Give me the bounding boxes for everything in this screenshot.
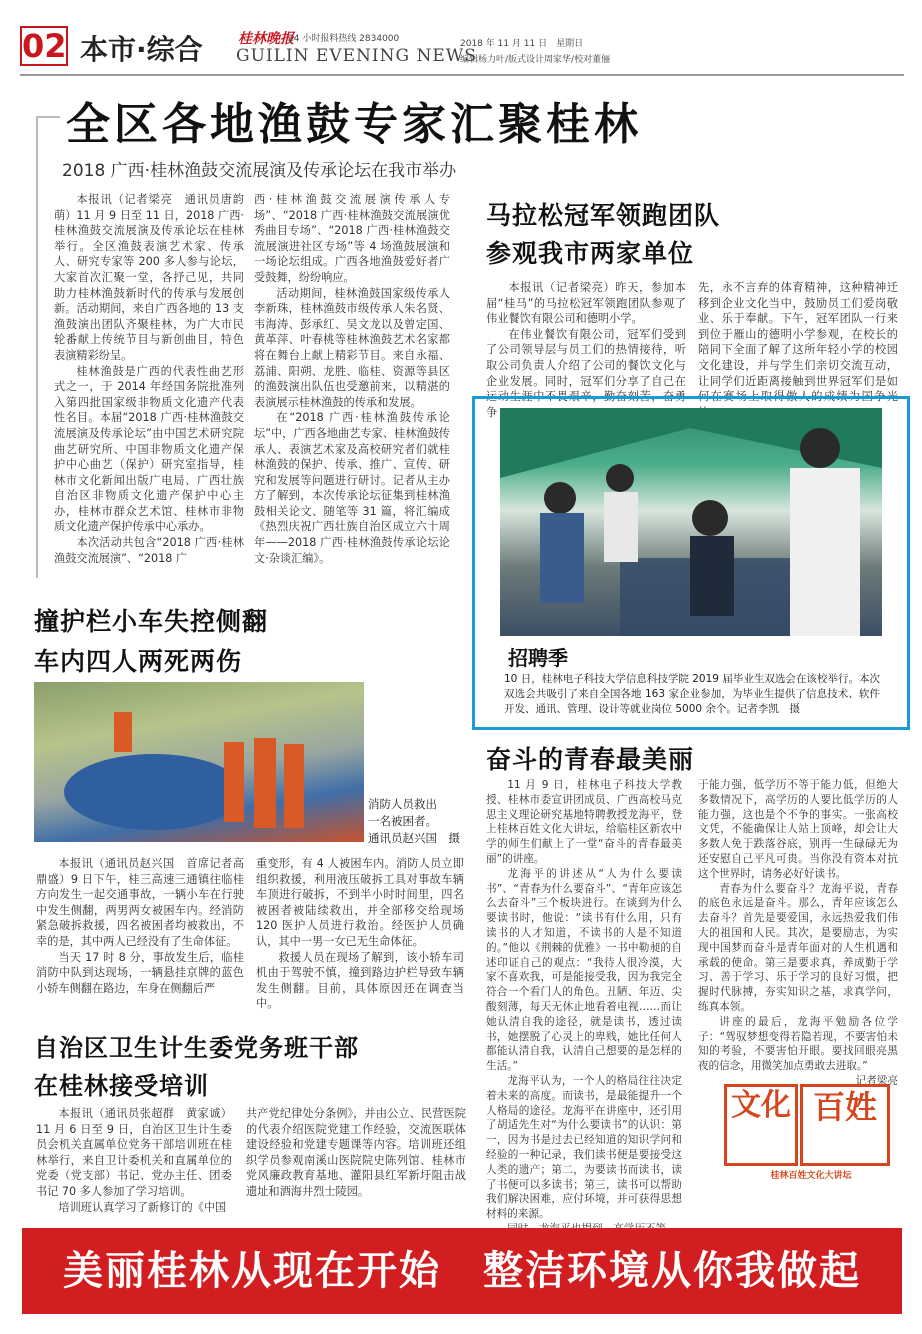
logo-character-block: 百姓: [800, 1084, 890, 1166]
article-headline: 自治区卫生计生委党务班干部: [34, 1034, 359, 1062]
photo-scene: [34, 682, 364, 842]
photo-caption: 10 日，桂林电子科技大学信息科技学院 2019 届毕业生双选会在该校举行。本次双选会共吸引了来自全国各地 163 家企业参加，为毕业生提供了信息技术、软件开发、通讯、管理、设计等就业岗位 5000 余个。记者李凯 摄: [504, 673, 880, 715]
person: [540, 513, 584, 603]
paragraph: 龙海平的讲述从“人为什么要读书”、“青春为什么要奋斗”、“青年应该怎么去奋斗”三个板块进行。在谈到为什么要读书时，他说：“读书有什么用，只有读书的人才知道，不读书的人是不知道的。”他以《荆棘的优雅》一书中勒昶的自述印证自己的观点：“我待人很冷漠，大家不喜欢我，可是能接受我，因为我完全符合一个看门人的角色。丑陋、年迈、尖酸刻薄，每天无休止地看着电视……而让她认清自我的途径，就是读书，透过读书，她摆脱了心灵上的卑贱，她比任何人都能认清自我，认清自己想要的是怎样的生活。”: [486, 867, 682, 1073]
paragraph: 讲座的最后，龙海平勉励各位学子：“驾驭梦想变得若隐若现，不要害怕未知的考验，不要害怕开眼。要找回眼亮黑夜的信念，用微笑加点勇敢去进取。”: [698, 1015, 898, 1073]
paragraph: 于能力强，低学历不等于能力低，但绝大多数情况下，高学历的人要比低学历的人能力强，这也是个不争的事实。一张高校文凭，不能确保让人站上顶峰，却会让大多数人免于跌落谷底，别再一生碌碌无为还安慰自己平凡可贵。当你没有资本对抗这个世界时，请务必好好读书。: [698, 779, 898, 880]
newspaper-english-name: GUILIN EVENING NEWS: [236, 46, 477, 66]
firefighter: [114, 712, 132, 752]
photo-title: 招聘季: [508, 646, 568, 670]
paragraph: 桂林渔鼓是广西的代表性曲艺形式之一，于 2014 年经国务院批准列入第四批国家级非物质文化遗产代表性名目。本届“2018 广西·桂林渔鼓交流展演及传承论坛”由中国艺术研究院曲艺研究所、中国非物质文化遗产保护中心曲艺（保护）研究室指导，桂林市文化新闻出版广电局、广西壮族自治区非物质文化遗产保护中心主办，桂林市群众艺术馆、桂林市非物质文化遗产保护传承中心承办。: [54, 364, 244, 534]
main-headline: 全区各地渔鼓专家汇聚桂林: [60, 88, 648, 152]
job-fair-photo: [500, 408, 882, 636]
person: [604, 492, 638, 562]
article-headline: 奋斗的青春最美丽: [486, 745, 695, 774]
paragraph: 先，永不言弃的体育精神，这种精神迁移到企业文化当中，鼓励员工们爱岗敬业、乐于奉献。下午，冠军团队一行来到位于雁山的德明小学参观，在校长的陪同下全面了解了这所年轻小学的校园文化建设，并与学生们亲切交流互动，让同学们近距离接触到世界冠军们是如何在赛场上取得傲人的成绩为国争光: [698, 281, 898, 404]
paragraph: 救援人员在现场了解到，该小轿车司机由于驾驶不慎，撞到路边护栏导致车辆发生侧翻。目前，具体原因还在调查当中。: [256, 950, 464, 1011]
editors: 编辑杨力叶/版式设计周家华/校对董俪: [460, 55, 611, 65]
article-headline: 撞护栏小车失控侧翻: [34, 607, 269, 636]
overturned-car: [64, 754, 244, 830]
caption-line: 通讯员赵兴国 摄: [368, 831, 460, 845]
article-column: [486, 778, 682, 1237]
firefighter: [224, 742, 244, 822]
article-column: [254, 192, 450, 566]
person: [692, 500, 728, 536]
paragraph: 本报讯（记者梁亮 通讯员唐韵萌）11 月 9 日至 11 日，2018 广西·桂林渔鼓交流展演及传承论坛在桂林举行。全区渔鼓表演艺术家、传承人、研究专家等 200 多人参与论坛，大家首次汇聚一堂，各抒己见，共同助力桂林渔鼓新时代的传承与发展创新。活动期间，来自广西各地的 13 支渔鼓演出团队齐聚桂林，为广大市民轮番献上传统节目与新创曲目，特色表演精彩纷呈。: [54, 193, 244, 362]
paragraph: 重变形，有 4 人被困车内。消防人员立即组织救援，利用液压破拆工具对事故车辆车顶进行破拆，不到半小时时间里，四名被困者被陆续救出，并全部移交给现场 120 医护人员进行救治。经医护人员确认，其中一男一女已无生命体征。: [256, 857, 464, 948]
hotline: 24 小时报料热线 2834000: [288, 34, 400, 44]
paragraph: 本报讯（通讯员张超群 黄家诚）11 月 6 日至 9 日，自治区卫生计生委员会机关直属单位党务干部培训班在桂林举行，来自卫计委机关和直属单位的党委（党支部）书记、党办主任、团委书记 70 多人参加了学习培训。: [36, 1107, 232, 1198]
paragraph: 本报讯（记者梁亮）昨天，参加本届“桂马”的马拉松冠军领跑团队参观了伟业餐饮有限公司和德明小学。: [486, 281, 686, 326]
person: [606, 464, 634, 492]
article-headline: 在桂林接受培训: [34, 1072, 209, 1100]
logo-character-block: 文化: [724, 1084, 798, 1166]
firefighter: [254, 738, 276, 828]
caption-line: 一名被困者。: [368, 814, 437, 828]
paragraph: 西·桂林渔鼓交流展演传承人专场”、“2018 广西·桂林渔鼓交流展演优秀曲目专场”、“2018 广西·桂林渔鼓交流展演进社区专场”等 4 场渔鼓展演和一场论坛组成。广西各地渔鼓爱好者广受鼓舞，纷纷响应。: [254, 193, 450, 284]
person: [790, 468, 860, 636]
paragraph: 11 月 9 日，桂林电子科技大学教授、桂林市委宣讲团成员、广西高校马克思主义理论研究基地特聘教授龙海平，登上桂林百姓文化大讲坛，给临桂区新农中学的师生们献上了一堂“奋斗的青春最美丽”的讲座。: [486, 779, 682, 865]
person: [690, 536, 734, 616]
paragraph: 当天 17 时 8 分，事故发生后，临桂消防中队到达现场，一辆悬挂京牌的蓝色小轿车侧翻在路边，车身在侧翻后严: [36, 950, 244, 995]
sub-headline: 2018 广西·桂林渔鼓交流展演及传承论坛在我市举办: [62, 161, 457, 181]
article-headline: 马拉松冠军领跑团队: [486, 201, 721, 230]
person: [544, 482, 576, 514]
paragraph: 活动期间，桂林渔鼓国家级传承人李新珠，桂林渔鼓市级传承人朱名贤、韦海涛、彭承红、吴文龙以及曾定国、黄革萍、叶春桃等桂林渔鼓艺术名家都将在舞台上献上精彩节目。来自永福、荔浦、阳朔、龙胜、临桂、资源等县区的渔鼓演出队伍也受邀前来，以精湛的表演展示桂林渔鼓的传承和发展。: [254, 286, 450, 409]
paragraph: 本报讯（通讯员赵兴国 首席记者高鼎盛）9 日下午，桂三高速三通镇往临桂方向发生一起交通事故，一辆小车在行驶中发生侧翻，两男两女被困车内。经消防紧急破拆救援，四名被困者均被救出，不幸的是，其中两人已经没有了生命体征。: [36, 857, 244, 948]
page-number: 02: [22, 27, 67, 65]
paragraph: 龙海平认为，一个人的格局往往决定着未来的高度。而读书，是最能提升一个人格局的途径。龙海平在讲座中，还引用了胡适先生对“为什么要读书”的认识：第一，因为书是过去已经知道的知识学问和经验的一种记录，我们读书便是要接受这人类的遗产；第二，为要读书而读书，读了书便可以多读书；第三，读书可以帮助我们解决困难，应付环境，并可获得思想材料的来源。: [486, 1074, 682, 1221]
issue-date: 2018 年 11 月 11 日 星期日: [460, 39, 584, 49]
paragraph: 共产党纪律处分条例》，并由公立、民营医院的代表介绍医院党建工作经验，交流医联体建设经验和党建专题课等内容。培训班还组织学员参观南溪山医院院史陈列馆、桂林市党风廉政教育基地、灌阳县红军新圩阻击战遗址和酒海井烈士陵园。: [246, 1107, 466, 1198]
paragraph: 在“2018 广西·桂林渔鼓传承论坛”中，广西各地曲艺专家、桂林渔鼓传承人、表演艺术家及高校研究者们就桂林渔鼓的保护、传承、推广、宣传、研究和发展等问题进行研讨。记者从主办方了解到，本次传承论坛征集到桂林渔鼓相关论文、随笔等 31 篇，将汇编成《热烈庆祝广西壮族自治区成立六十周年——2018 广西·桂林渔鼓传承论坛论文·杂谈汇编》。: [254, 411, 450, 565]
person: [800, 428, 840, 468]
header-divider: [20, 74, 904, 76]
accident-photo: [34, 682, 364, 842]
logo-subtitle: 桂林百姓文化大讲坛: [770, 1171, 852, 1181]
lecture-logo: [724, 1084, 894, 1180]
byline: 记者梁亮: [855, 1074, 898, 1087]
slogan-banner: 美丽桂林从现在开始 整洁环境从你我做起: [22, 1228, 902, 1314]
article-column: [36, 856, 244, 996]
paragraph: 本次活动共包含“2018 广西·桂林渔鼓交流展演”、“2018 广: [54, 536, 244, 565]
photo-caption: [368, 796, 460, 847]
article-column: [246, 1106, 466, 1200]
paragraph: 青春为什么要奋斗？龙海平说，青春的底色永远是奋斗。那么，青年应该怎么去奋斗？首先是要爱国，永远热爱我们伟大的祖国和人民。其次，是要励志，为实现中国梦而奋斗是青年面对的人生机遇和承载的使命。第三是要求真，养成勤于学习、善于学习、乐于学习的良好习惯，把握时代脉搏，夯实知识之基，求真学问，练真本领。: [698, 882, 898, 1013]
article-column: [54, 192, 244, 566]
section-title: 本市·综合: [80, 33, 203, 66]
article-column: [698, 778, 898, 1089]
paragraph: 培训班认真学习了新修订的《中国: [58, 1200, 227, 1214]
photo-scene: [500, 408, 882, 636]
article-column: [36, 1106, 232, 1215]
article-column: [256, 856, 464, 1012]
article-headline: 参观我市两家单位: [486, 239, 695, 268]
paragraph: 在伟业餐饮有限公司，冠军们受到了公司领导层与员工们的热情接待，听取公司负责人介绍了公司的餐饮文化与企业发展。同时，冠军们分享了自己在运动生涯中不畏艰辛，勤奋刻苦，奋勇争: [486, 327, 686, 419]
article-headline: 车内四人两死两伤: [34, 647, 243, 676]
firefighter: [284, 744, 304, 828]
caption-line: 消防人员救出: [368, 797, 437, 811]
newspaper-logo: 桂林晚报: [238, 31, 294, 47]
